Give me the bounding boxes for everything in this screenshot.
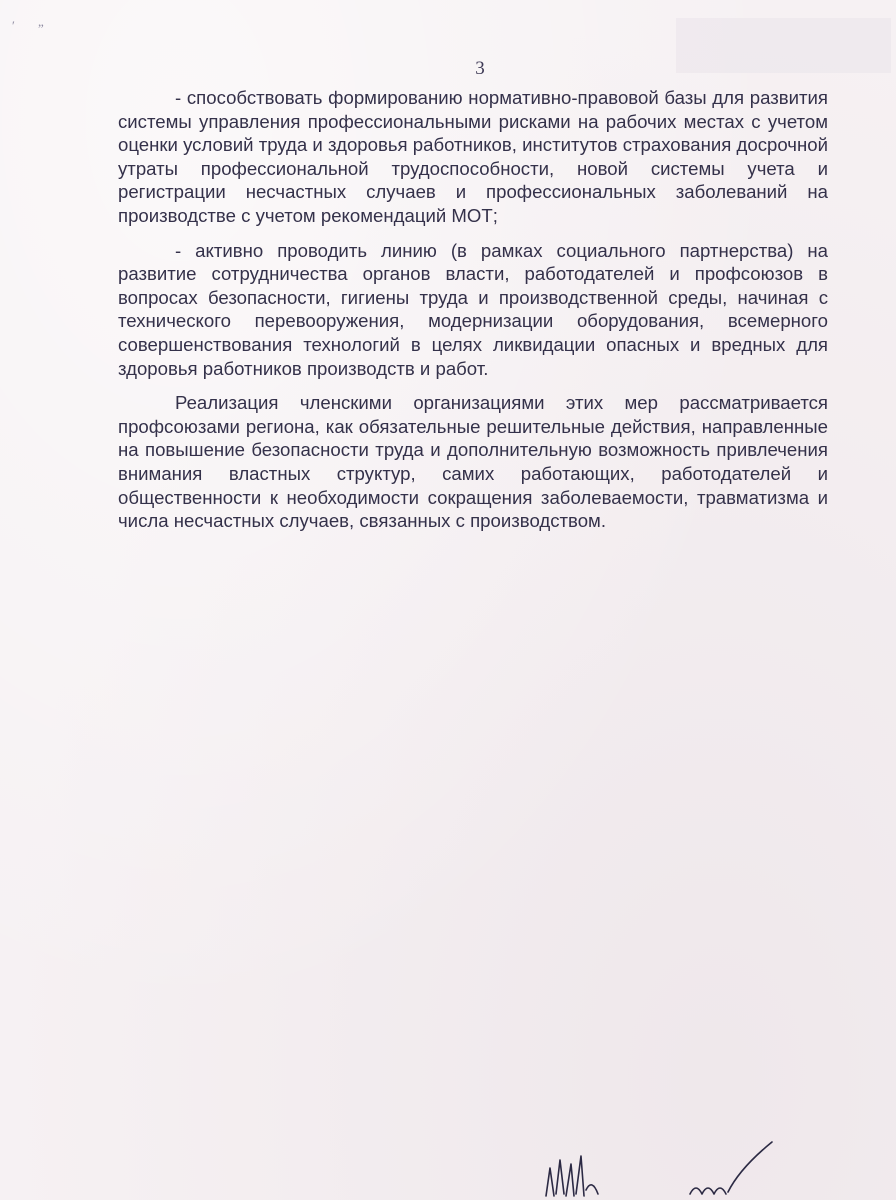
scan-speck: ′ bbox=[12, 18, 15, 33]
document-body bbox=[118, 86, 828, 544]
paragraph-conclusion: Реализация членскими организациями этих мер рассматривается профсоюзами региона, как обязательные решительные действия, направленные на повышение безопасности труда и дополнительную возможность привлечения внимания властных структур, самих работающих, работодателей и общественности к необходимости сокращения заболеваемости, травматизма и числа несчастных случаев, связанных с производством. bbox=[118, 392, 828, 532]
paragraph-bullet-1: - способствовать формированию нормативно-правовой базы для развития системы управления профессиональными рисками на рабочих местах с учетом оценки условий труда и здоровья работников, институтов страхования досрочной утраты профессиональной трудоспособности, новой системы учета и регистрации несчастных случаев и профессиональных заболеваний на производстве с учетом рекомендаций МОТ; bbox=[118, 87, 828, 226]
page-number: 3 bbox=[475, 58, 485, 79]
paragraph-bullet-2: - активно проводить линию (в рамках социального партнерства) на развитие сотрудничества органов власти, работодателей и профсоюзов в вопросах безопасности, гигиены труда и производственной среды, начиная с технического перевооружения, модернизации оборудования, всемерного совершенствования технологий в целях ликвидации опасных и вредных для здоровья работников производств и работ. bbox=[118, 239, 828, 379]
handwritten-signature bbox=[540, 1138, 780, 1200]
scan-speck: „ bbox=[38, 14, 44, 29]
